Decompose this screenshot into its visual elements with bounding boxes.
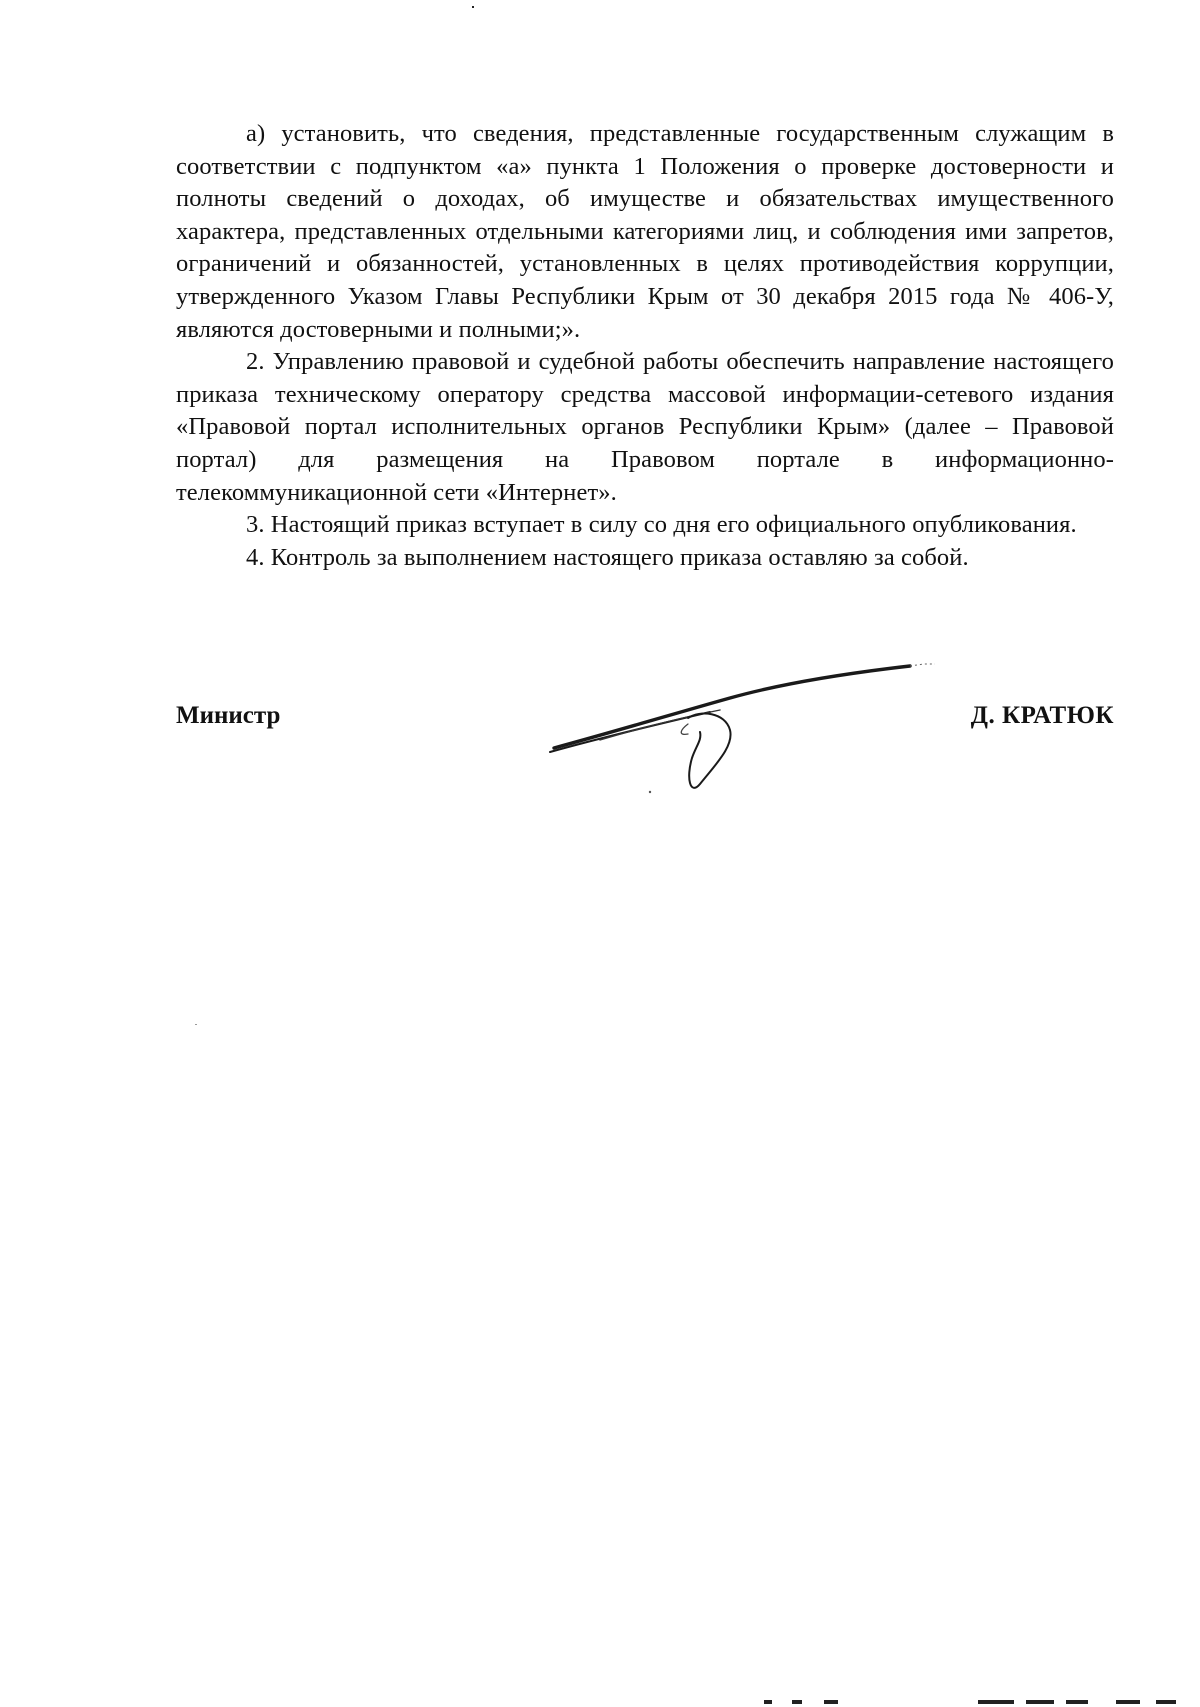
handwritten-signature: [540, 640, 940, 810]
scan-edge-marks: [760, 1698, 1200, 1707]
scan-dot: [472, 6, 474, 8]
paragraph-4: 4. Контроль за выполнением настоящего приказа оставляю за собой.: [246, 543, 969, 571]
signatory-title: Министр: [176, 702, 281, 729]
scan-dot: [195, 1024, 197, 1025]
signatory-name: Д. КРАТЮК: [970, 702, 1114, 729]
paragraph-2: 2. Управлению правовой и судебной работы обеспечить направление настоящего приказа техническому оператору средства массовой информации-сетевого издания «Правовой портал исполнительных органов Республики Крым» (далее – Правовой портал) для размещения на Правовом портале в информационно-телекоммуникационной сети «Интернет».: [176, 348, 1114, 506]
document-body: [176, 118, 1114, 574]
paragraph-a: а) установить, что сведения, представленные государственным служащим в соответствии с подпунктом «а» пункта 1 Положения о проверке достоверности и полноты сведений о доходах, об имуществе и обязательствах имущественного характера, представленных отдельными категориями лиц, и соблюдения ими запретов, ограничений и обязанностей, установленных в целях противодействия коррупции, утвержденного Указом Главы Республики Крым от 30 декабря 2015 года № 406-У, являются достоверными и полными;».: [176, 120, 1114, 343]
paragraph-3: 3. Настоящий приказ вступает в силу со дня его официального опубликования.: [246, 511, 1077, 539]
